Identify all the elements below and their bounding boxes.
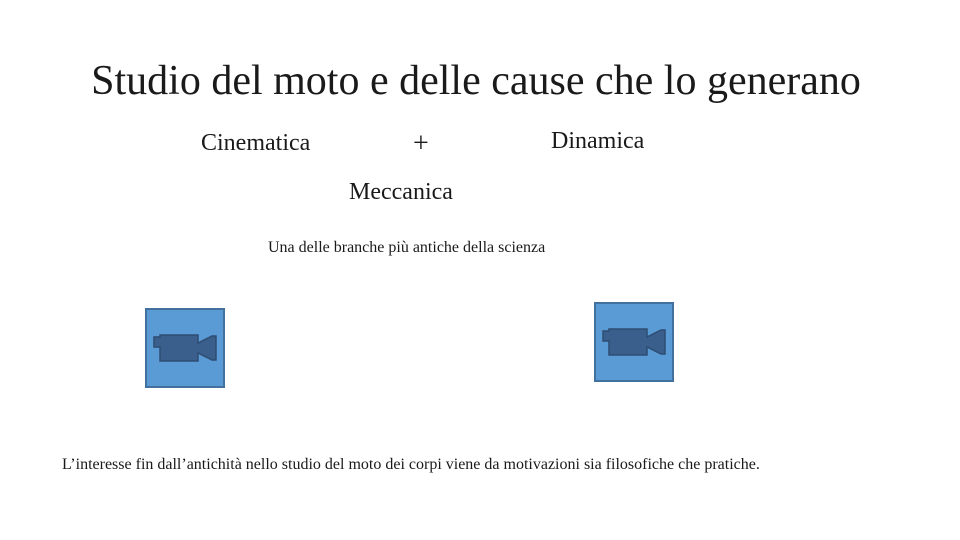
meccanica-label: Meccanica — [349, 179, 453, 205]
subtitle-text: Una delle branche più antiche della scienza — [268, 239, 546, 256]
plus-sign: + — [413, 128, 429, 159]
footer-text: L’interesse fin dall’antichità nello studio del moto dei corpi viene da motivazioni sia filosofiche che pratiche. — [62, 456, 760, 473]
dinamica-label: Dinamica — [551, 128, 645, 154]
video-player-left[interactable] — [145, 308, 225, 388]
slide-title: Studio del moto e delle cause che lo generano — [91, 58, 861, 104]
cinematica-label: Cinematica — [201, 130, 311, 156]
video-camera-icon — [152, 331, 218, 365]
video-camera-icon — [601, 325, 667, 359]
video-player-right[interactable] — [594, 302, 674, 382]
